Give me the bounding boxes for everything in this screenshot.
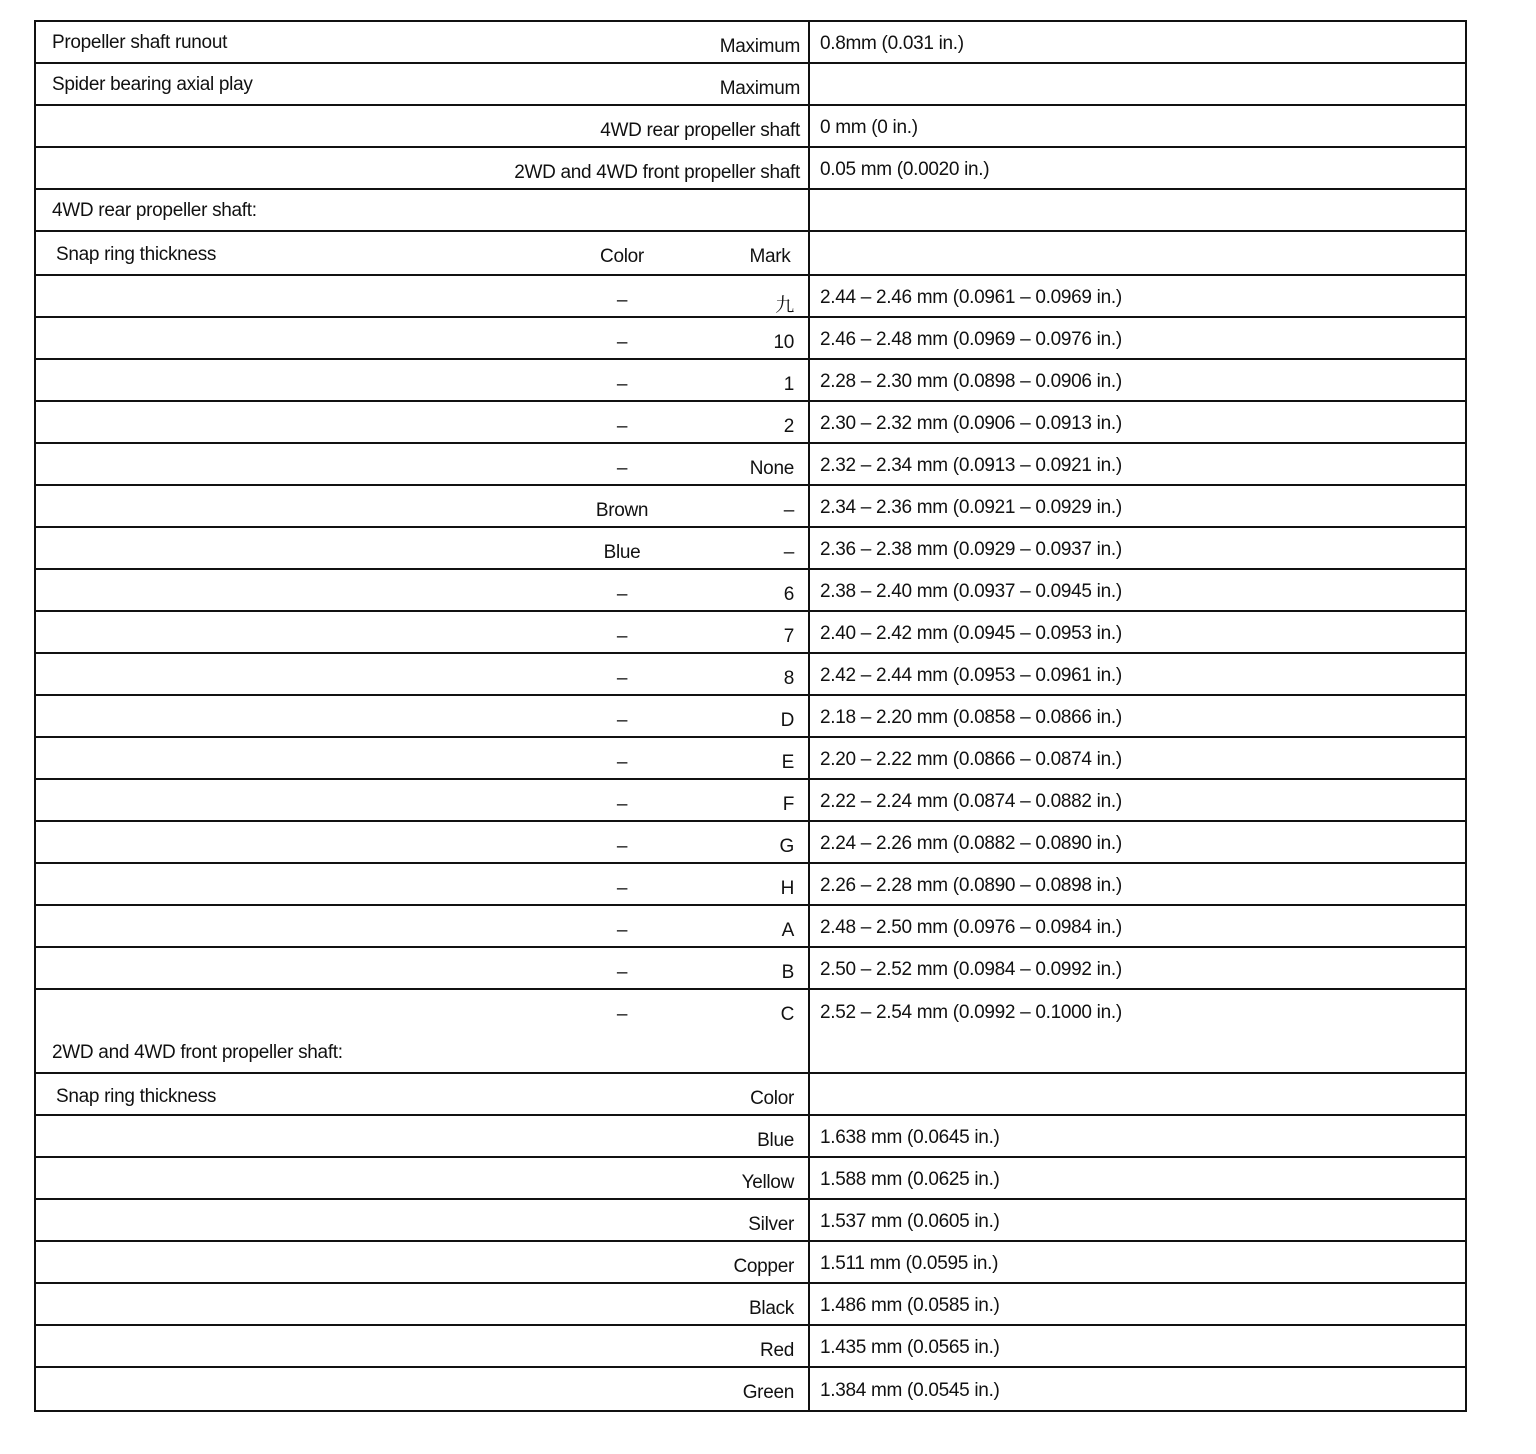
snap-ring-thickness: 2.20 – 2.22 mm (0.0866 – 0.0874 in.) (820, 748, 1122, 770)
snap-ring-thickness: 2.26 – 2.28 mm (0.0890 – 0.0898 in.) (820, 874, 1122, 896)
snap-ring-thickness: 2.36 – 2.38 mm (0.0929 – 0.0937 in.) (820, 538, 1122, 560)
snap-ring-mark: B (781, 962, 794, 983)
spider-label: Spider bearing axial play (52, 74, 253, 95)
snap-ring-mark: 1 (783, 374, 794, 395)
front-row-label-cell (36, 1242, 810, 1282)
table-row (36, 444, 1465, 486)
snap-ring-color: Green (742, 1382, 794, 1403)
snap-ring-mark: A (781, 920, 794, 941)
spider-rear-row (36, 106, 1465, 148)
table-row (36, 570, 1465, 612)
table-row (36, 906, 1465, 948)
runout-qualifier: Maximum (719, 36, 800, 57)
table-row (36, 1284, 1465, 1326)
rear-row-label-cell: – E (36, 738, 810, 778)
snap-ring-thickness: 1.638 mm (0.0645 in.) (820, 1126, 1000, 1148)
front-header-label: Snap ring thickness (56, 1086, 217, 1107)
snap-ring-thickness: 1.486 mm (0.0585 in.) (820, 1294, 1000, 1316)
rear-row-label-cell: – H (36, 864, 810, 904)
rear-row-label-cell: – F (36, 780, 810, 820)
table-row (36, 864, 1465, 906)
rear-row-label-cell: Blue – (36, 528, 810, 568)
table-row (36, 1326, 1465, 1368)
front-row-label-cell (36, 1116, 810, 1156)
runout-label-cell (36, 22, 810, 62)
snap-ring-thickness: 2.52 – 2.54 mm (0.0992 – 0.1000 in.) (820, 1001, 1122, 1023)
runout-label: Propeller shaft runout (52, 32, 228, 53)
rear-header-value (810, 232, 1465, 274)
rear-header-label: Snap ring thickness (56, 244, 217, 265)
rear-row-label-cell: – D (36, 696, 810, 736)
rear-row-label-cell: – G (36, 822, 810, 862)
table-row (36, 822, 1465, 864)
table-row (36, 654, 1465, 696)
snap-ring-thickness: 2.32 – 2.34 mm (0.0913 – 0.0921 in.) (820, 454, 1122, 476)
front-header-cell (36, 1074, 810, 1114)
snap-ring-thickness: 2.40 – 2.42 mm (0.0945 – 0.0953 in.) (820, 622, 1122, 644)
rear-row-label-cell: – 九 (36, 276, 810, 316)
snap-ring-color: Red (760, 1340, 794, 1361)
snap-ring-mark: 7 (783, 626, 794, 647)
snap-ring-mark: G (779, 836, 794, 857)
rear-row-label-cell: – 8 (36, 654, 810, 694)
spider-label-cell (36, 64, 810, 104)
snap-ring-thickness: 2.34 – 2.36 mm (0.0921 – 0.0929 in.) (820, 496, 1122, 518)
rear-row-label-cell: Brown – (36, 486, 810, 526)
rear-row-label-cell: – 10 (36, 318, 810, 358)
table-row (36, 990, 1465, 1032)
front-row-label-cell (36, 1326, 810, 1366)
rear-row-label-cell: – None (36, 444, 810, 484)
snap-ring-mark: 2 (783, 416, 794, 437)
snap-ring-thickness: 2.30 – 2.32 mm (0.0906 – 0.0913 in.) (820, 412, 1122, 434)
snap-ring-thickness: 1.511 mm (0.0595 in.) (820, 1252, 999, 1274)
snap-ring-thickness: 1.435 mm (0.0565 in.) (820, 1336, 1000, 1358)
runout-row (36, 22, 1465, 64)
snap-ring-mark: H (780, 878, 794, 899)
snap-ring-thickness: 2.38 – 2.40 mm (0.0937 – 0.0945 in.) (820, 580, 1122, 602)
table-row (36, 1116, 1465, 1158)
rear-row-label-cell: – 7 (36, 612, 810, 652)
rear-row-label-cell: – B (36, 948, 810, 988)
spider-front-row (36, 148, 1465, 190)
front-row-label-cell (36, 1368, 810, 1410)
front-header-color: Color (750, 1088, 794, 1109)
snap-ring-mark: 6 (783, 584, 794, 605)
snap-ring-mark: E (781, 752, 794, 773)
spider-rear-value: 0 mm (0 in.) (820, 116, 918, 138)
snap-ring-thickness: 2.22 – 2.24 mm (0.0874 – 0.0882 in.) (820, 790, 1122, 812)
rear-section-row (36, 190, 1465, 232)
rear-section-cell (36, 190, 810, 230)
snap-ring-mark: None (749, 458, 794, 479)
front-header-row (36, 1074, 1465, 1116)
table-row (36, 696, 1465, 738)
rear-row-label-cell: – A (36, 906, 810, 946)
table-row (36, 1242, 1465, 1284)
snap-ring-mark: 8 (783, 668, 794, 689)
rear-section-title: 4WD rear propeller shaft: (52, 200, 257, 221)
front-row-label-cell (36, 1158, 810, 1198)
table-row (36, 948, 1465, 990)
snap-ring-thickness: 2.50 – 2.52 mm (0.0984 – 0.0992 in.) (820, 958, 1122, 980)
spider-row (36, 64, 1465, 106)
snap-ring-thickness: 1.588 mm (0.0625 in.) (820, 1168, 1000, 1190)
front-section-row (36, 1032, 1465, 1074)
table-row (36, 1368, 1465, 1410)
snap-ring-mark: C (780, 1004, 794, 1025)
snap-ring-thickness: 2.48 – 2.50 mm (0.0976 – 0.0984 in.) (820, 916, 1122, 938)
snap-ring-thickness: 2.46 – 2.48 mm (0.0969 – 0.0976 in.) (820, 328, 1122, 350)
snap-ring-color: Silver (748, 1214, 794, 1235)
snap-ring-color: Copper (733, 1256, 794, 1277)
rear-row-label-cell: – C (36, 990, 810, 1032)
snap-ring-color: Blue (757, 1130, 794, 1151)
rear-row-label-cell: – 6 (36, 570, 810, 610)
snap-ring-color: Yellow (741, 1172, 794, 1193)
runout-value: 0.8mm (0.031 in.) (820, 32, 964, 54)
snap-ring-thickness: 2.42 – 2.44 mm (0.0953 – 0.0961 in.) (820, 664, 1122, 686)
front-section-value (810, 1032, 1465, 1072)
spider-rear-label-cell (36, 106, 810, 146)
front-header-value (810, 1074, 1465, 1114)
rear-row-label-cell: – 1 (36, 360, 810, 400)
spider-rear-label: 4WD rear propeller shaft (600, 120, 800, 141)
snap-ring-thickness: 2.44 – 2.46 mm (0.0961 – 0.0969 in.) (820, 286, 1122, 308)
front-row-label-cell (36, 1284, 810, 1324)
spider-front-value: 0.05 mm (0.0020 in.) (820, 158, 990, 180)
table-row (36, 486, 1465, 528)
table-row (36, 1158, 1465, 1200)
snap-ring-mark: 10 (773, 332, 794, 353)
snap-ring-thickness: 2.24 – 2.26 mm (0.0882 – 0.0890 in.) (820, 832, 1122, 854)
spider-front-label-cell (36, 148, 810, 188)
table-row (36, 738, 1465, 780)
table-row (36, 360, 1465, 402)
rear-row-label-cell: – 2 (36, 402, 810, 442)
rear-header-row (36, 232, 1465, 276)
snap-ring-mark: D (780, 710, 794, 731)
table-row (36, 612, 1465, 654)
table-row (36, 276, 1465, 318)
spec-table (34, 20, 1467, 1412)
snap-ring-mark: F (782, 794, 794, 815)
front-section-title: 2WD and 4WD front propeller shaft: (52, 1042, 343, 1063)
table-row (36, 780, 1465, 822)
table-row (36, 402, 1465, 444)
snap-ring-thickness: 2.18 – 2.20 mm (0.0858 – 0.0866 in.) (820, 706, 1122, 728)
snap-ring-mark: 九 (775, 295, 794, 316)
snap-ring-mark: – (783, 542, 794, 563)
snap-ring-thickness: 2.28 – 2.30 mm (0.0898 – 0.0906 in.) (820, 370, 1122, 392)
spider-value (810, 64, 1465, 104)
table-row (36, 318, 1465, 360)
front-section-cell (36, 1032, 810, 1072)
table-row (36, 528, 1465, 570)
rear-section-value (810, 190, 1465, 230)
front-row-label-cell (36, 1200, 810, 1240)
snap-ring-color: Black (749, 1298, 794, 1319)
snap-ring-thickness: 1.537 mm (0.0605 in.) (820, 1210, 1000, 1232)
snap-ring-thickness: 1.384 mm (0.0545 in.) (820, 1379, 1000, 1401)
spider-qualifier: Maximum (719, 78, 800, 99)
rear-header-cell: Snap ring thickness Color Mark (36, 232, 810, 274)
table-row (36, 1200, 1465, 1242)
spider-front-label: 2WD and 4WD front propeller shaft (514, 162, 800, 183)
snap-ring-mark: – (783, 500, 794, 521)
